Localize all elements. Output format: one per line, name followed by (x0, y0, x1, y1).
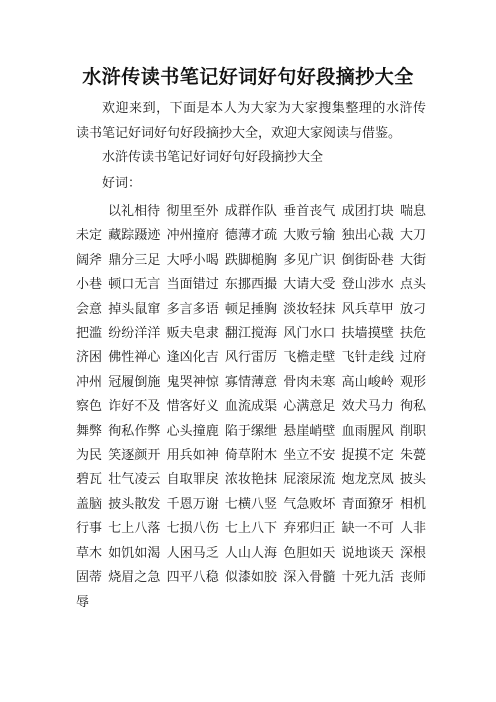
section-label: 好词： (102, 176, 142, 191)
word-list-paragraph: 以礼相待 彻里至外 成群作队 垂首丧气 成团打块 喘息未定 藏踪蹑迹 冲州撞府 德薄才疏 大败亏输 独出心裁 大刀阔斧 鼎分三足 大呼小喝 跌脚槌胸 多见广识 倒街卧巷 大街小巷 顿口无言 当面错过 东挪西撮 大请大受 登山涉水 点头会意 掉头鼠窜 多言多语 顿足捶胸 淡妆轻抹 风兵草甲 放刁把滥 纷纷洋洋 贩夫皂隶 翻江搅海 风门水口 扶墙摸壁 扶危济困 佛性禅心 逢凶化吉 风行雷厉 飞檐走壁 飞针走线 过府冲州 冠履倒施 鬼哭神惊 寡情薄意 骨肉未寒 高山峻岭 观形察色 诈好不及 惜客好义 血流成渠 心满意足 效犬马力 徇私舞弊 徇私作弊 心头撞鹿 陷于缧绁 悬崖峭壁 血雨腥风 削职为民 笑逐颜开 用兵如神 倚草附木 坐立不安 捉摸不定 朱甍碧瓦 壮气凌云 自取罪戾 浓妆艳抹 屁滚尿流 炮龙烹凤 披头盖脑 披头散发 千恩万谢 七横八竖 气急败坏 青面獠牙 相机行事 七上八落 七损八伤 七上八下 弃邪归正 缺一不可 人非草木 如饥如渴 人困马乏 人山人海 色胆如天 说地谈天 深根固蒂 烧眉之急 四平八稳 似漆如胶 深入骨髓 十死九活 丧师辱 (76, 204, 426, 610)
intro-paragraph: 欢迎来到，下面是本人为大家为大家搜集整理的水浒传读书笔记好词好句好段摘抄大全，欢迎大家阅读与借鉴。 (76, 101, 426, 141)
document-title: 水浒传读书笔记好词好句好段摘抄大全 (82, 66, 414, 88)
subheading: 水浒传读书笔记好词好句好段摘抄大全 (102, 150, 324, 165)
